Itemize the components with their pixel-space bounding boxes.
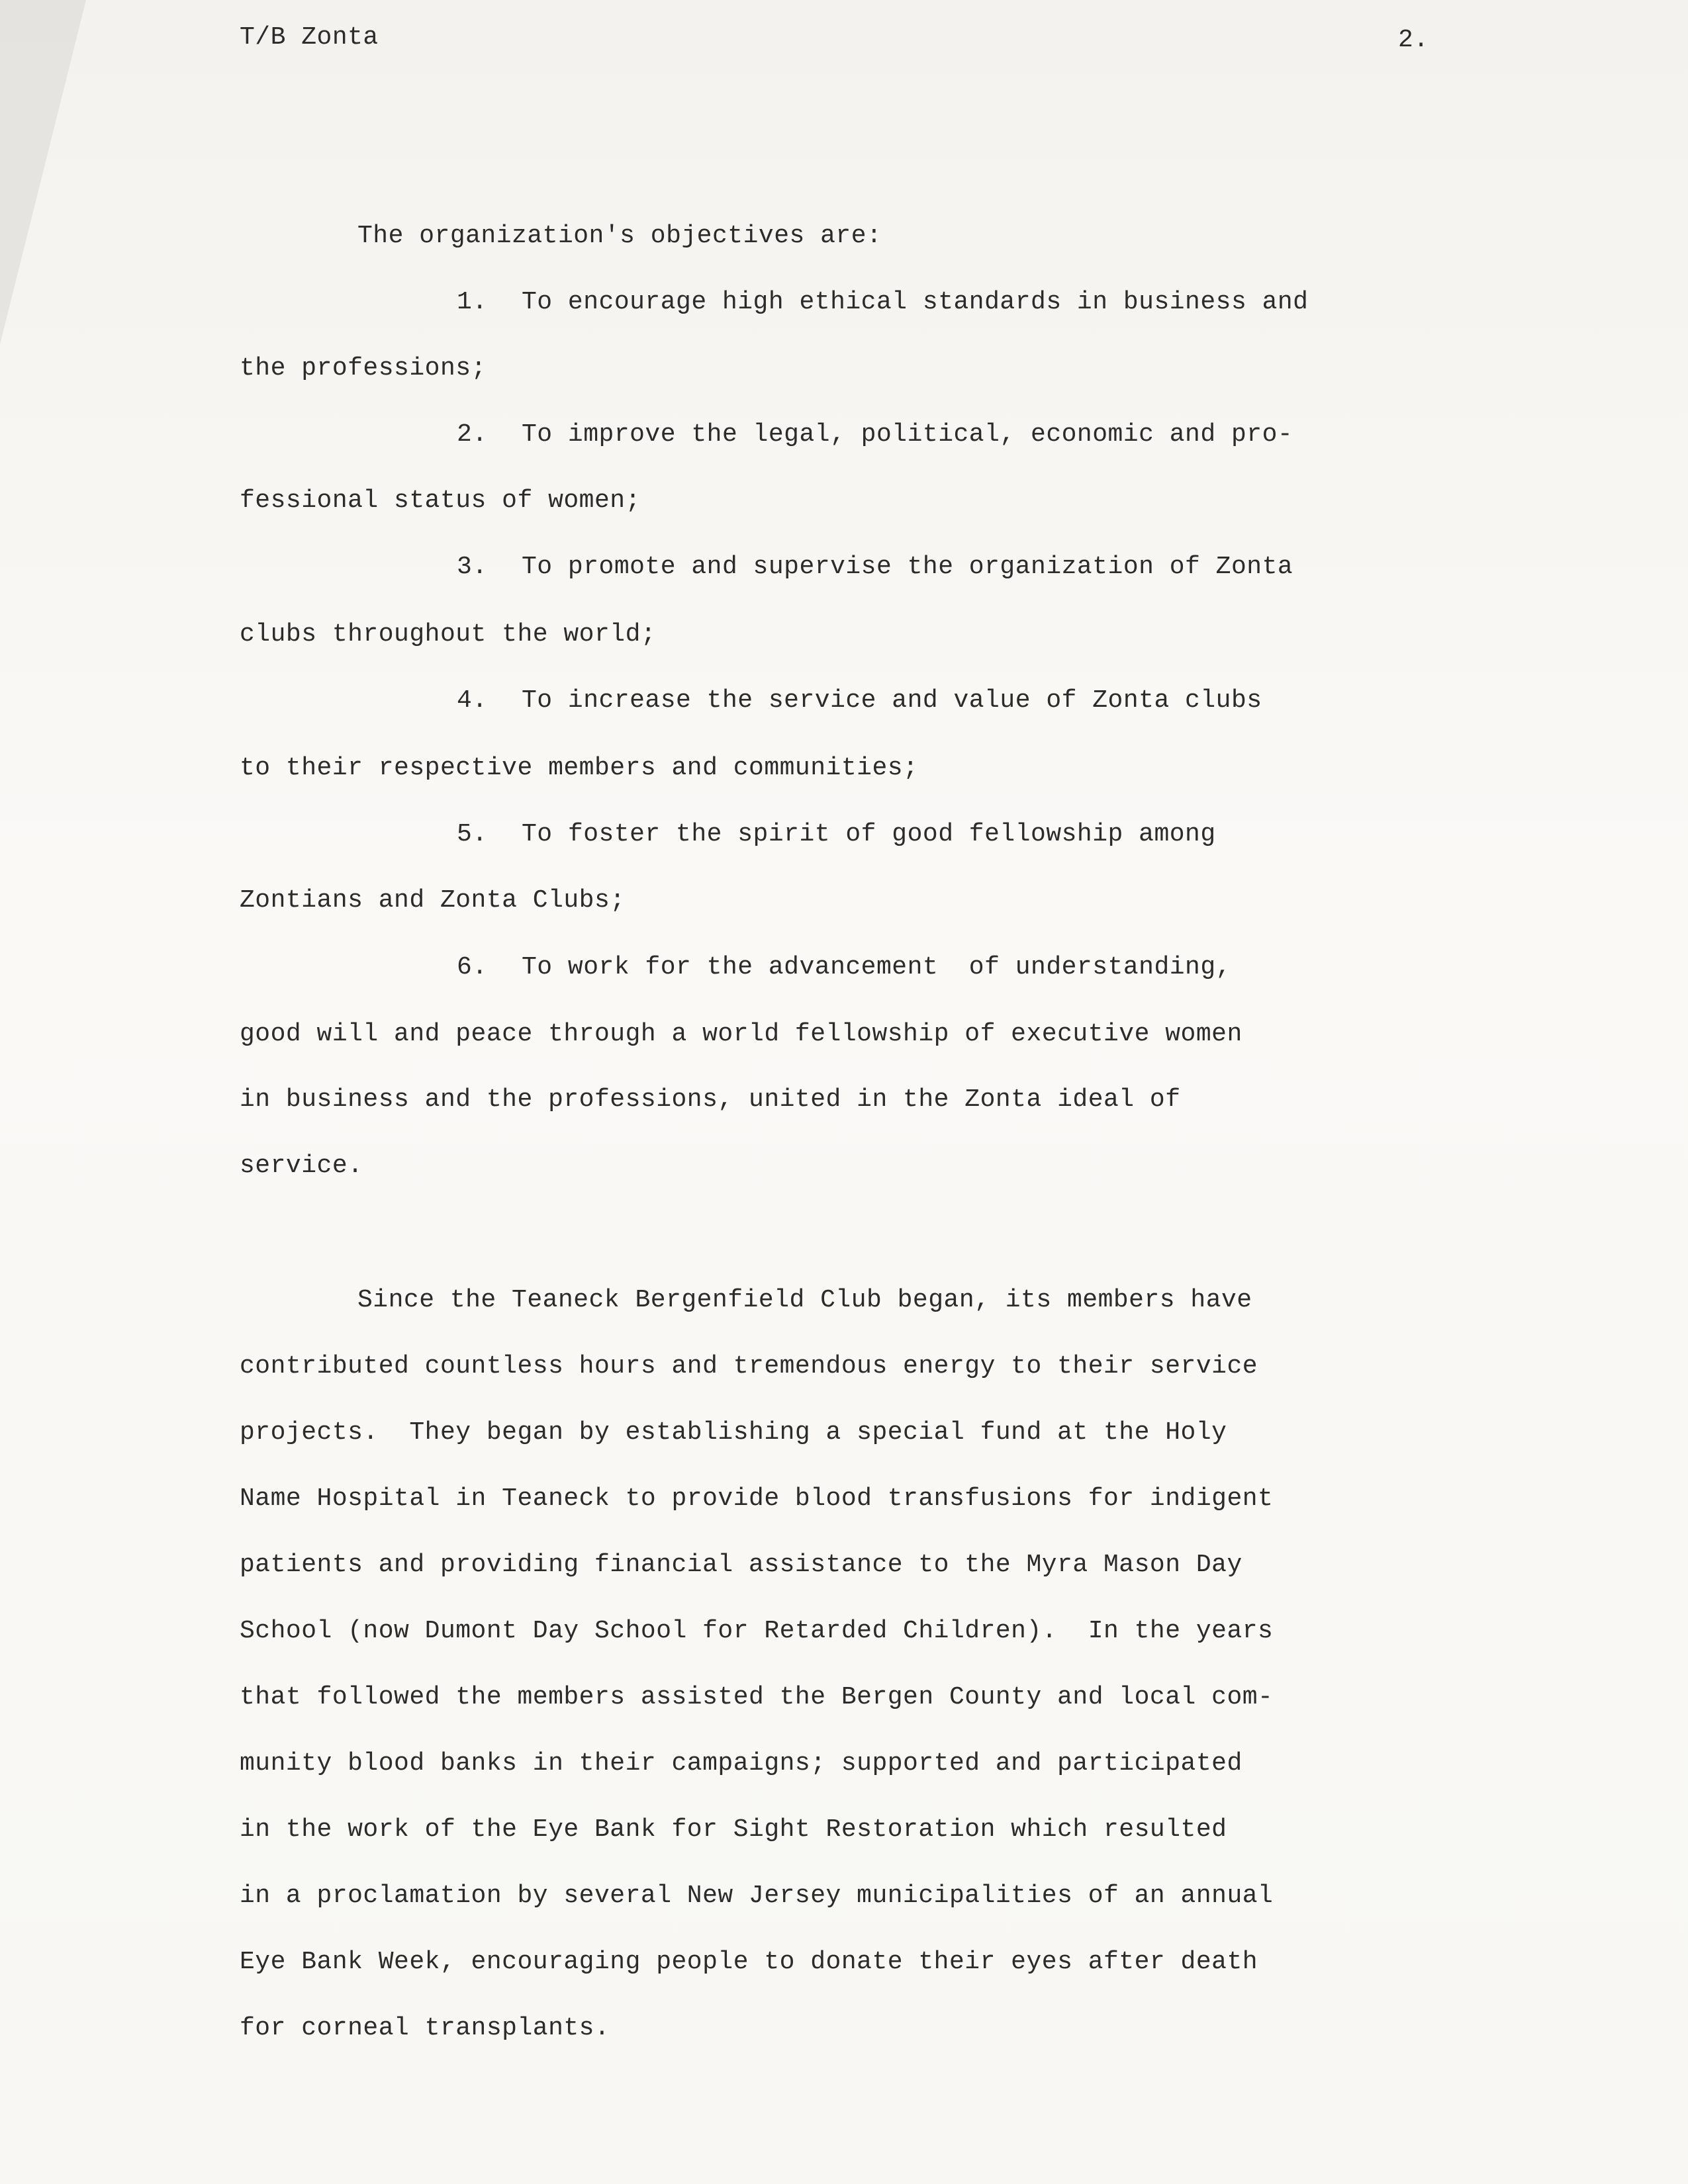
objective-text: service. (240, 1152, 363, 1180)
objective-text: To promote and supervise the organization of Zonta (522, 553, 1293, 581)
objective-text: to their respective members and communities; (240, 754, 919, 782)
paragraph-line: contributed countless hours and tremendous energy to their service (240, 1352, 1258, 1381)
paragraph-line: in a proclamation by several New Jersey municipalities of an annual (240, 1882, 1274, 1910)
paragraph-line: munity blood banks in their campaigns; supported and participated (240, 1749, 1243, 1778)
objective-text: To work for the advancement of understanding, (522, 953, 1231, 981)
paragraph-line: Since the Teaneck Bergenfield Club began, its members have (357, 1286, 1252, 1314)
objective-number: 1. (457, 288, 488, 316)
objective-text: fessional status of women; (240, 486, 641, 515)
objective-text: To increase the service and value of Zonta clubs (522, 686, 1262, 715)
objective-text: To encourage high ethical standards in business and (522, 288, 1309, 316)
objective-text: clubs throughout the world; (240, 620, 657, 649)
paragraph-line: patients and providing financial assistance to the Myra Mason Day (240, 1551, 1243, 1579)
objective-number: 4. (457, 686, 488, 715)
objectives-intro: The organization's objectives are: (357, 222, 882, 250)
objective-number: 5. (457, 820, 488, 848)
objective-text: the professions; (240, 354, 487, 383)
objective-text: To improve the legal, political, economic and pro- (522, 420, 1293, 449)
objective-number: 2. (457, 420, 488, 449)
page-number: 2. (1398, 26, 1429, 54)
paragraph-line: Eye Bank Week, encouraging people to donate their eyes after death (240, 1948, 1258, 1976)
objective-text: in business and the professions, united in the Zonta ideal of (240, 1085, 1181, 1114)
paragraph-line: Name Hospital in Teaneck to provide blood transfusions for indigent (240, 1484, 1274, 1513)
header-left: T/B Zonta (240, 23, 379, 52)
paragraph-line: projects. They began by establishing a special fund at the Holy (240, 1418, 1227, 1447)
paragraph-line: in the work of the Eye Bank for Sight Restoration which resulted (240, 1815, 1227, 1844)
objective-number: 6. (457, 953, 488, 981)
objective-number: 3. (457, 553, 488, 581)
paragraph-line: School (now Dumont Day School for Retarded Children). In the years (240, 1617, 1274, 1645)
paragraph-line: for corneal transplants. (240, 2014, 610, 2042)
objective-text: To foster the spirit of good fellowship among (522, 820, 1216, 848)
objective-text: Zontians and Zonta Clubs; (240, 886, 626, 915)
paragraph-line: that followed the members assisted the Bergen County and local com- (240, 1683, 1274, 1711)
objective-text: good will and peace through a world fellowship of executive women (240, 1020, 1243, 1048)
